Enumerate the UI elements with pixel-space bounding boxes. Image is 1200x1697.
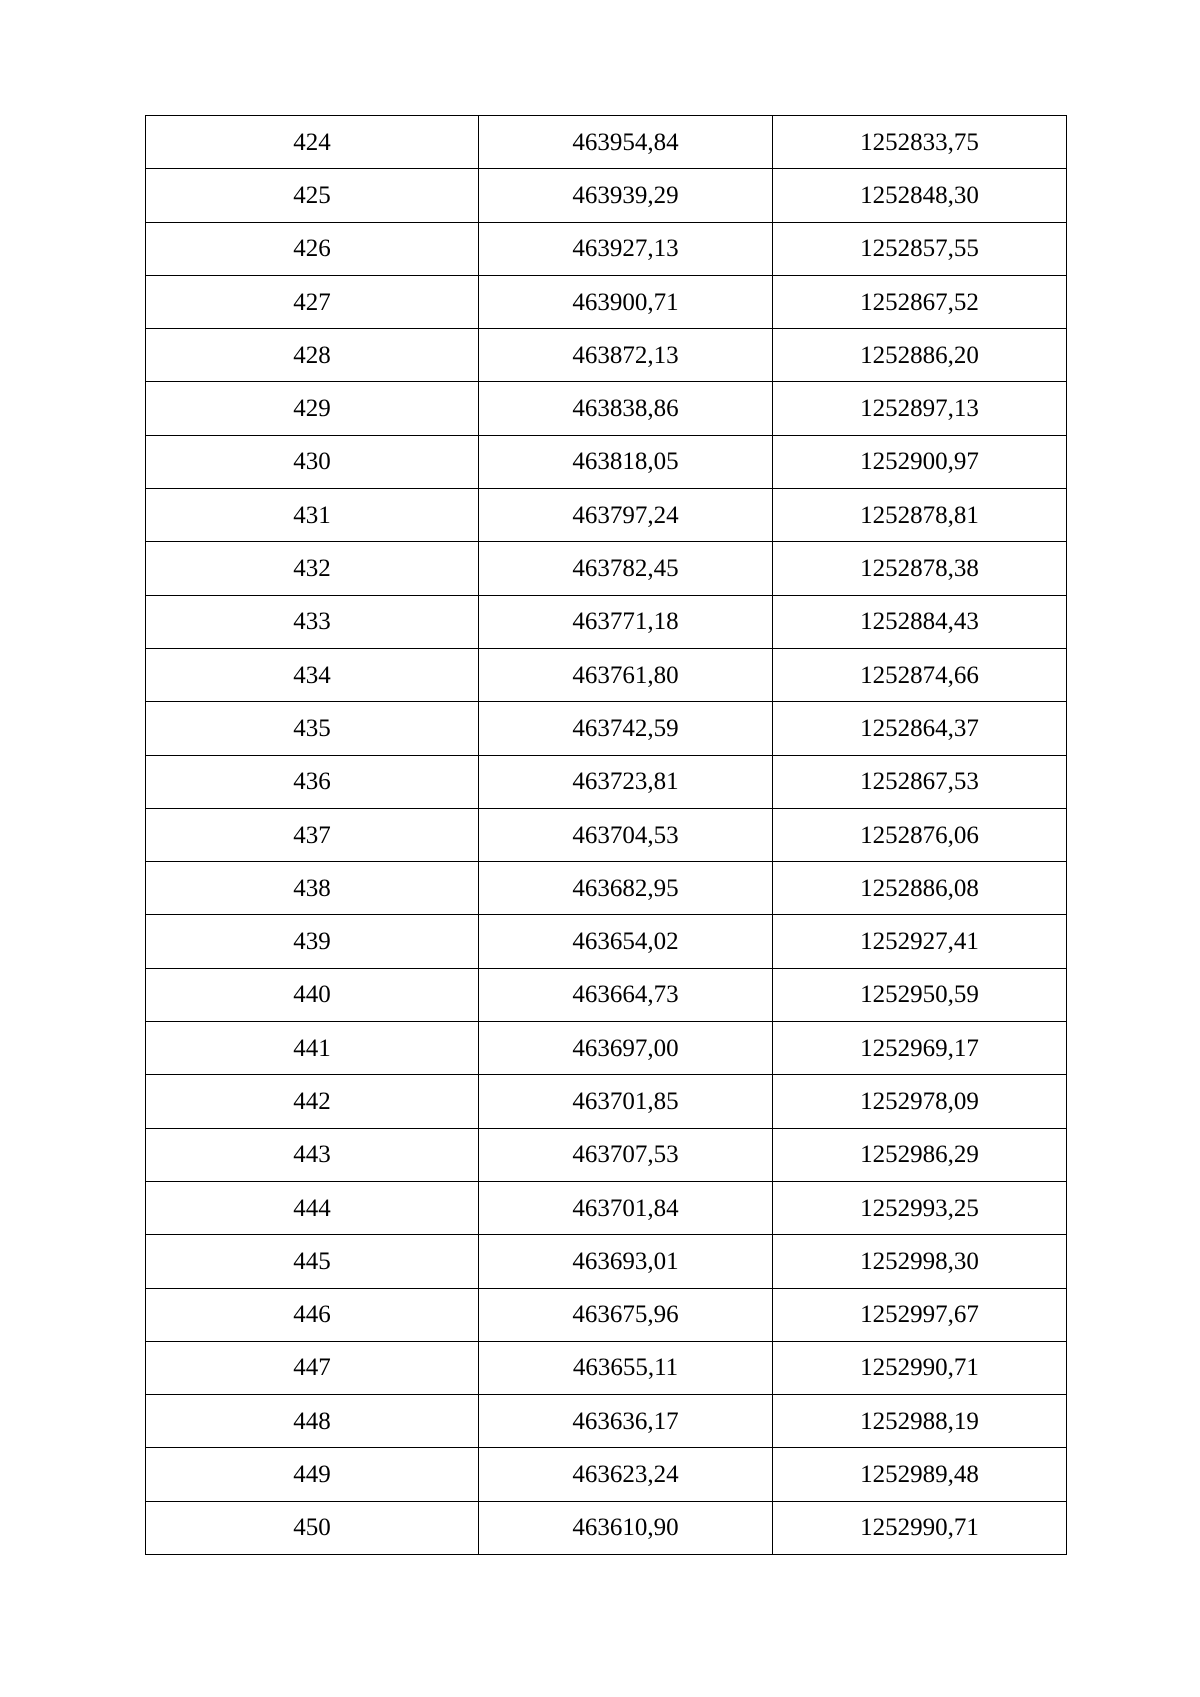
point-number-cell: 427 — [146, 275, 479, 328]
table-row — [146, 222, 1067, 275]
table-row — [146, 1075, 1067, 1128]
y-coordinate-cell: 1252857,55 — [773, 222, 1067, 275]
y-coordinate-cell: 1252878,38 — [773, 542, 1067, 595]
table-row — [146, 1181, 1067, 1234]
point-number-cell: 449 — [146, 1448, 479, 1501]
point-number-cell: 435 — [146, 702, 479, 755]
x-coordinate-cell: 463654,02 — [479, 915, 773, 968]
x-coordinate-cell: 463655,11 — [479, 1341, 773, 1394]
point-number-cell: 443 — [146, 1128, 479, 1181]
x-coordinate-cell: 463872,13 — [479, 329, 773, 382]
x-coordinate-cell: 463697,00 — [479, 1022, 773, 1075]
coordinates-table — [145, 115, 1067, 1555]
y-coordinate-cell: 1252833,75 — [773, 116, 1067, 169]
y-coordinate-cell: 1252989,48 — [773, 1448, 1067, 1501]
y-coordinate-cell: 1252978,09 — [773, 1075, 1067, 1128]
y-coordinate-cell: 1252867,53 — [773, 755, 1067, 808]
table-row — [146, 1395, 1067, 1448]
y-coordinate-cell: 1252969,17 — [773, 1022, 1067, 1075]
table-row — [146, 755, 1067, 808]
point-number-cell: 437 — [146, 808, 479, 861]
point-number-cell: 434 — [146, 648, 479, 701]
x-coordinate-cell: 463954,84 — [479, 116, 773, 169]
y-coordinate-cell: 1252990,71 — [773, 1341, 1067, 1394]
point-number-cell: 436 — [146, 755, 479, 808]
table-row — [146, 382, 1067, 435]
x-coordinate-cell: 463939,29 — [479, 169, 773, 222]
x-coordinate-cell: 463701,85 — [479, 1075, 773, 1128]
table-row — [146, 169, 1067, 222]
y-coordinate-cell: 1252986,29 — [773, 1128, 1067, 1181]
table-row — [146, 968, 1067, 1021]
y-coordinate-cell: 1252993,25 — [773, 1181, 1067, 1234]
y-coordinate-cell: 1252864,37 — [773, 702, 1067, 755]
x-coordinate-cell: 463761,80 — [479, 648, 773, 701]
y-coordinate-cell: 1252848,30 — [773, 169, 1067, 222]
table-row — [146, 648, 1067, 701]
y-coordinate-cell: 1252867,52 — [773, 275, 1067, 328]
coordinates-table-body — [146, 116, 1067, 1555]
x-coordinate-cell: 463675,96 — [479, 1288, 773, 1341]
table-row — [146, 808, 1067, 861]
x-coordinate-cell: 463701,84 — [479, 1181, 773, 1234]
table-row — [146, 435, 1067, 488]
x-coordinate-cell: 463704,53 — [479, 808, 773, 861]
y-coordinate-cell: 1252886,08 — [773, 862, 1067, 915]
point-number-cell: 431 — [146, 489, 479, 542]
table-row — [146, 1501, 1067, 1554]
table-row — [146, 862, 1067, 915]
point-number-cell: 433 — [146, 595, 479, 648]
x-coordinate-cell: 463723,81 — [479, 755, 773, 808]
point-number-cell: 447 — [146, 1341, 479, 1394]
y-coordinate-cell: 1252876,06 — [773, 808, 1067, 861]
y-coordinate-cell: 1252900,97 — [773, 435, 1067, 488]
table-row — [146, 1288, 1067, 1341]
y-coordinate-cell: 1252886,20 — [773, 329, 1067, 382]
y-coordinate-cell: 1252998,30 — [773, 1235, 1067, 1288]
table-row — [146, 595, 1067, 648]
table-row — [146, 329, 1067, 382]
x-coordinate-cell: 463707,53 — [479, 1128, 773, 1181]
point-number-cell: 429 — [146, 382, 479, 435]
y-coordinate-cell: 1252927,41 — [773, 915, 1067, 968]
point-number-cell: 441 — [146, 1022, 479, 1075]
point-number-cell: 424 — [146, 116, 479, 169]
table-row — [146, 1128, 1067, 1181]
x-coordinate-cell: 463664,73 — [479, 968, 773, 1021]
point-number-cell: 444 — [146, 1181, 479, 1234]
point-number-cell: 448 — [146, 1395, 479, 1448]
table-row — [146, 915, 1067, 968]
x-coordinate-cell: 463610,90 — [479, 1501, 773, 1554]
table-row — [146, 542, 1067, 595]
x-coordinate-cell: 463742,59 — [479, 702, 773, 755]
y-coordinate-cell: 1252950,59 — [773, 968, 1067, 1021]
x-coordinate-cell: 463771,18 — [479, 595, 773, 648]
y-coordinate-cell: 1252997,67 — [773, 1288, 1067, 1341]
y-coordinate-cell: 1252988,19 — [773, 1395, 1067, 1448]
point-number-cell: 428 — [146, 329, 479, 382]
table-row — [146, 1022, 1067, 1075]
x-coordinate-cell: 463636,17 — [479, 1395, 773, 1448]
point-number-cell: 426 — [146, 222, 479, 275]
point-number-cell: 438 — [146, 862, 479, 915]
y-coordinate-cell: 1252878,81 — [773, 489, 1067, 542]
table-row — [146, 702, 1067, 755]
x-coordinate-cell: 463797,24 — [479, 489, 773, 542]
point-number-cell: 446 — [146, 1288, 479, 1341]
point-number-cell: 442 — [146, 1075, 479, 1128]
table-row — [146, 1235, 1067, 1288]
x-coordinate-cell: 463900,71 — [479, 275, 773, 328]
y-coordinate-cell: 1252874,66 — [773, 648, 1067, 701]
table-row — [146, 489, 1067, 542]
x-coordinate-cell: 463623,24 — [479, 1448, 773, 1501]
point-number-cell: 432 — [146, 542, 479, 595]
table-row — [146, 1448, 1067, 1501]
y-coordinate-cell: 1252990,71 — [773, 1501, 1067, 1554]
point-number-cell: 440 — [146, 968, 479, 1021]
x-coordinate-cell: 463782,45 — [479, 542, 773, 595]
y-coordinate-cell: 1252897,13 — [773, 382, 1067, 435]
point-number-cell: 430 — [146, 435, 479, 488]
y-coordinate-cell: 1252884,43 — [773, 595, 1067, 648]
x-coordinate-cell: 463838,86 — [479, 382, 773, 435]
table-row — [146, 116, 1067, 169]
point-number-cell: 425 — [146, 169, 479, 222]
x-coordinate-cell: 463818,05 — [479, 435, 773, 488]
x-coordinate-cell: 463693,01 — [479, 1235, 773, 1288]
x-coordinate-cell: 463682,95 — [479, 862, 773, 915]
point-number-cell: 445 — [146, 1235, 479, 1288]
table-row — [146, 275, 1067, 328]
point-number-cell: 439 — [146, 915, 479, 968]
x-coordinate-cell: 463927,13 — [479, 222, 773, 275]
table-row — [146, 1341, 1067, 1394]
point-number-cell: 450 — [146, 1501, 479, 1554]
